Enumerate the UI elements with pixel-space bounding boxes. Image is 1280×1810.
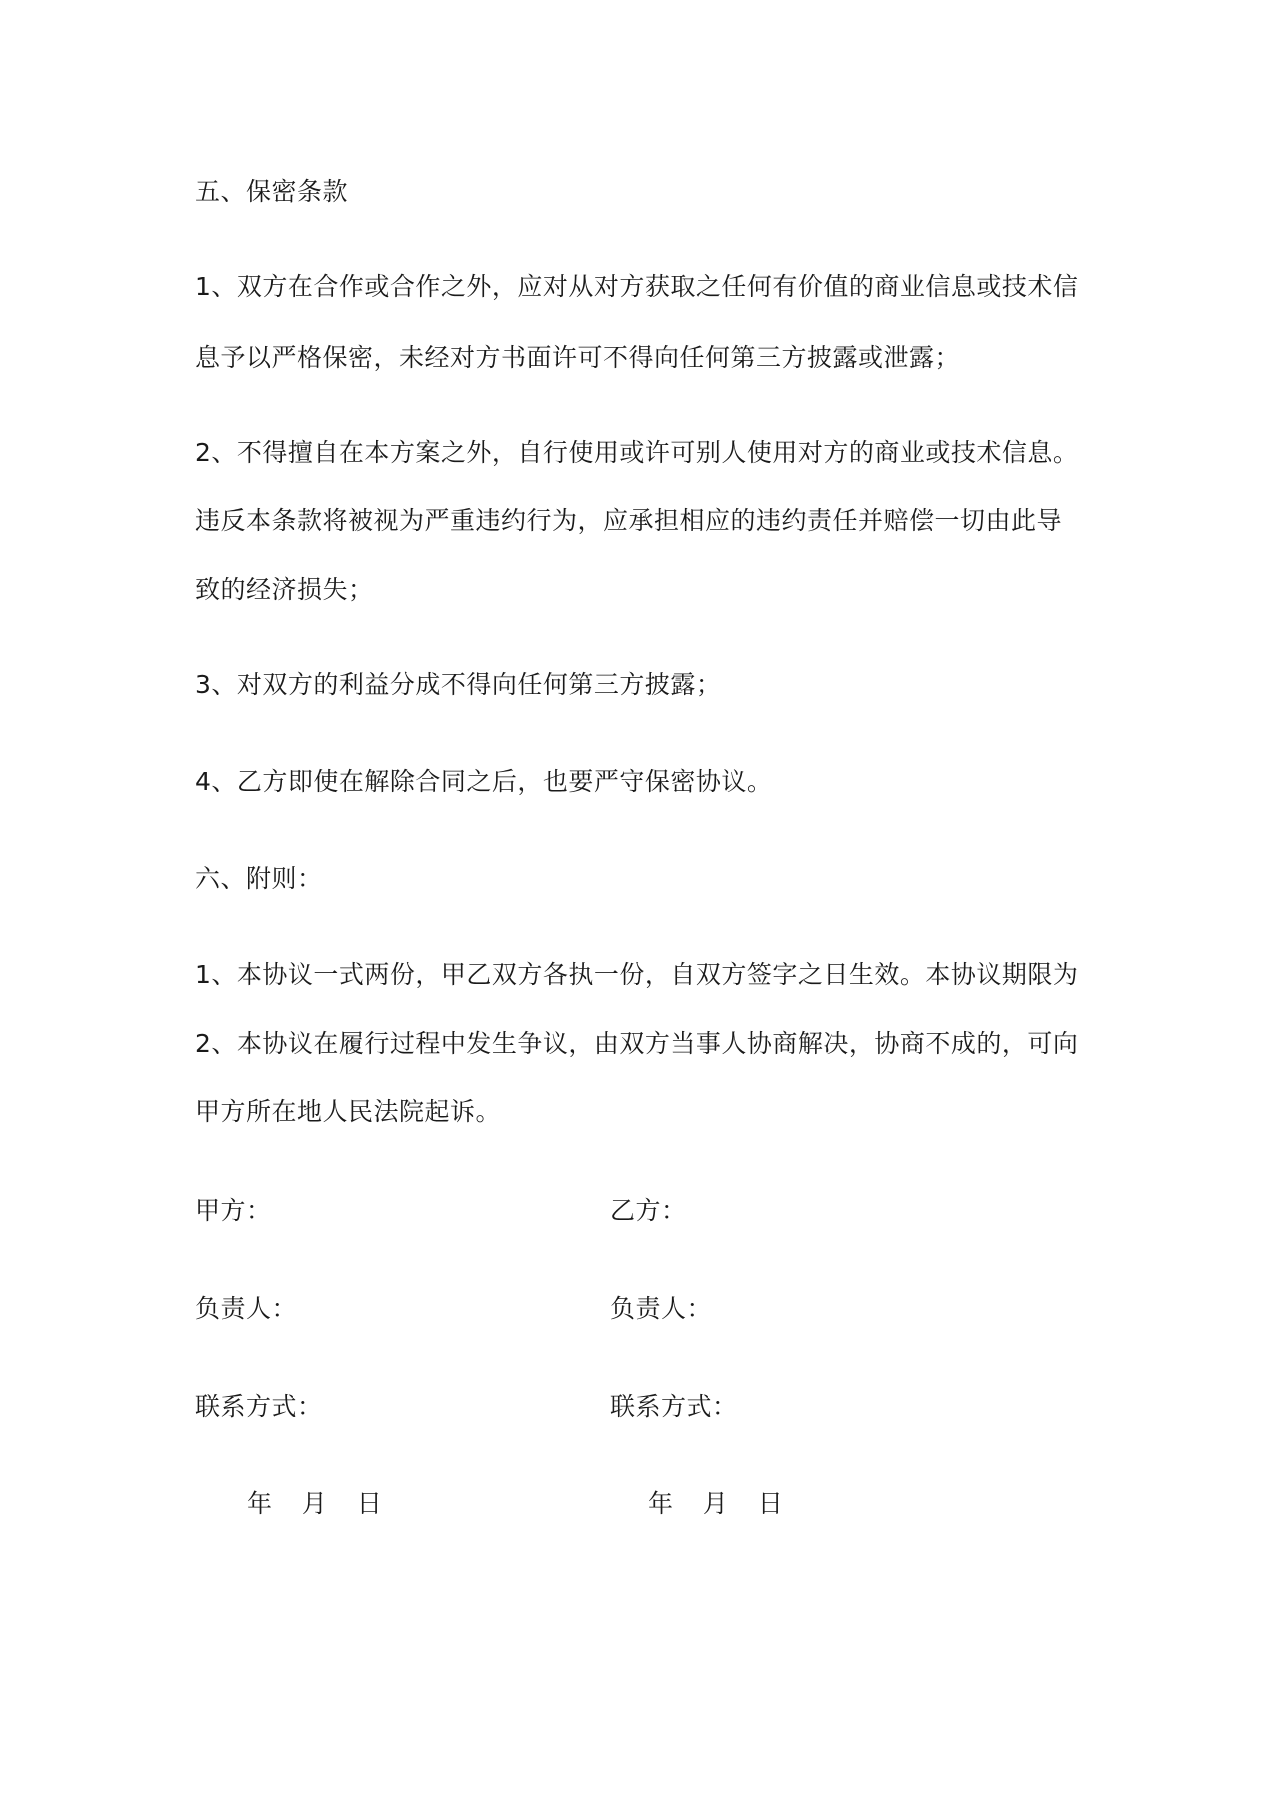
date-b	[648, 1488, 783, 1520]
date-a-year: 年	[247, 1489, 273, 1518]
clause-5-2-line-2: 违反本条款将被视为严重违约行为，应承担相应的违约责任并赔偿一切由此导	[195, 506, 1063, 535]
clause-6-2-line-1: 2、本协议在履行过程中发生争议，由双方当事人协商解决，协商不成的，可向	[195, 1029, 1079, 1058]
contact-a-label: 联系方式：	[195, 1392, 323, 1421]
clause-5-2-line-1: 2、不得擅自在本方案之外，自行使用或许可别人使用对方的商业或技术信息。	[195, 438, 1079, 467]
date-b-year: 年	[648, 1489, 674, 1518]
clause-6-2-line-2: 甲方所在地人民法院起诉。	[195, 1097, 502, 1126]
section-6-heading: 六、附则：	[195, 864, 323, 893]
clause-5-4: 4、乙方即使在解除合同之后，也要严守保密协议。	[195, 767, 773, 796]
date-b-month: 月	[702, 1489, 728, 1518]
clause-5-1-line-2: 息予以严格保密，未经对方书面许可不得向任何第三方披露或泄露；	[195, 343, 961, 372]
date-b-day: 日	[757, 1489, 783, 1518]
clause-5-3: 3、对双方的利益分成不得向任何第三方披露；	[195, 670, 722, 699]
section-5-heading: 五、保密条款	[195, 177, 349, 206]
contact-b-label: 联系方式：	[610, 1392, 738, 1421]
date-a	[247, 1488, 382, 1520]
person-b-label: 负责人：	[610, 1294, 713, 1323]
date-a-month: 月	[301, 1489, 327, 1518]
party-b-label: 乙方：	[610, 1196, 687, 1225]
person-a-label: 负责人：	[195, 1294, 298, 1323]
party-a-label: 甲方：	[195, 1196, 272, 1225]
clause-5-2-line-3: 致的经济损失；	[195, 575, 374, 604]
clause-5-1-line-1: 1、双方在合作或合作之外，应对从对方获取之任何有价值的商业信息或技术信	[195, 272, 1079, 301]
date-a-day: 日	[356, 1489, 382, 1518]
clause-6-1: 1、本协议一式两份，甲乙双方各执一份，自双方签字之日生效。本协议期限为	[195, 960, 1079, 989]
